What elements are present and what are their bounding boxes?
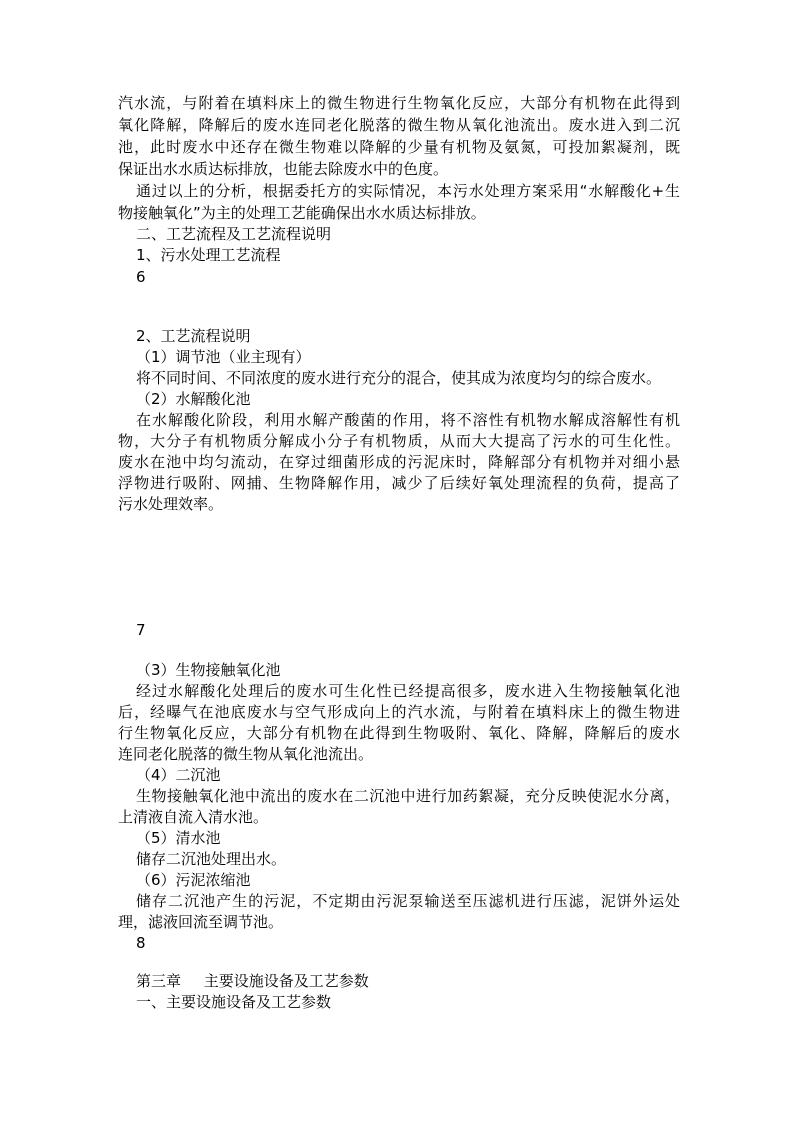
item-text: 连同老化脱落的微生物从氧化池流出。: [118, 745, 374, 763]
paragraph-line: 汽水流，与附着在填料床上的微生物进行生物氧化反应，大部分有机物在此得到: [118, 94, 680, 112]
page-number: 8: [136, 934, 146, 952]
item-text: 废水在池中均匀流动，在穿过细菌形成的污泥床时，降解部分有机物并对细小悬: [118, 453, 680, 471]
item-title: （3）生物接触氧化池: [136, 661, 281, 679]
item-text: 生物接触氧化池中流出的废水在二沉池中进行加药絮凝，充分反映使泥水分离，: [136, 787, 680, 805]
subsection-heading: 2、工艺流程说明: [136, 327, 251, 345]
paragraph-line: 氧化降解，降解后的废水连同老化脱落的微生物从氧化池流出。废水进入到二沉: [118, 116, 680, 134]
item-text: 经过水解酸化处理后的废水可生化性已经提高很多，废水进入生物接触氧化池: [136, 682, 680, 700]
item-text: 在水解酸化阶段，利用水解产酸菌的作用，将不溶性有机物水解成溶解性有机: [136, 411, 680, 429]
section-heading: 一、主要设施设备及工艺参数: [136, 993, 332, 1011]
item-title: （4）二沉池: [136, 766, 221, 784]
item-text: 物，大分子有机物质分解成小分子有机物质，从而大大提高了污水的可生化性。: [118, 432, 680, 450]
item-text: 后，经曝气在池底废水与空气形成向上的汽水流，与附着在填料床上的微生物进: [118, 703, 680, 721]
page-number: 7: [136, 621, 146, 639]
item-title: （2）水解酸化池: [136, 390, 251, 408]
item-text: 理，滤液回流至调节池。: [118, 913, 284, 931]
paragraph-line: 保证出水水质达标排放，也能去除废水中的色度。: [118, 160, 449, 178]
item-text: 储存二沉池处理出水。: [136, 850, 287, 868]
item-text: 污水处理效率。: [118, 495, 224, 513]
item-title: （6）污泥浓缩池: [136, 871, 251, 889]
paragraph-line: 物接触氧化”为主的处理工艺能确保出水水质达标排放。: [118, 204, 486, 222]
subsection-heading: 1、污水处理工艺流程: [136, 246, 281, 264]
item-text: 行生物氧化反应，大部分有机物在此得到生物吸附、氧化、降解，降解后的废水: [118, 724, 680, 742]
page-number: 6: [136, 268, 146, 286]
item-text: 储存二沉池产生的污泥，不定期由污泥泵输送至压滤机进行压滤，泥饼外运处: [136, 892, 680, 910]
paragraph-line: 池，此时废水中还存在微生物难以降解的少量有机物及氨氮，可投加絮凝剂，既: [118, 138, 680, 156]
item-title: （1）调节池（业主现有）: [136, 348, 311, 366]
section-heading: 二、工艺流程及工艺流程说明: [136, 225, 332, 243]
item-text: 浮物进行吸附、网捕、生物降解作用，减少了后续好氧处理流程的负荷，提高了: [118, 474, 680, 492]
item-text: 将不同时间、不同浓度的废水进行充分的混合，使其成为浓度均匀的综合废水。: [136, 369, 662, 387]
chapter-heading: 第三章 主要设施设备及工艺参数: [136, 972, 369, 990]
item-text: 上清液自流入清水池。: [118, 808, 269, 826]
item-title: （5）清水池: [136, 829, 221, 847]
paragraph-line: 通过以上的分析，根据委托方的实际情况，本污水处理方案采用“水解酸化+生: [136, 182, 680, 200]
